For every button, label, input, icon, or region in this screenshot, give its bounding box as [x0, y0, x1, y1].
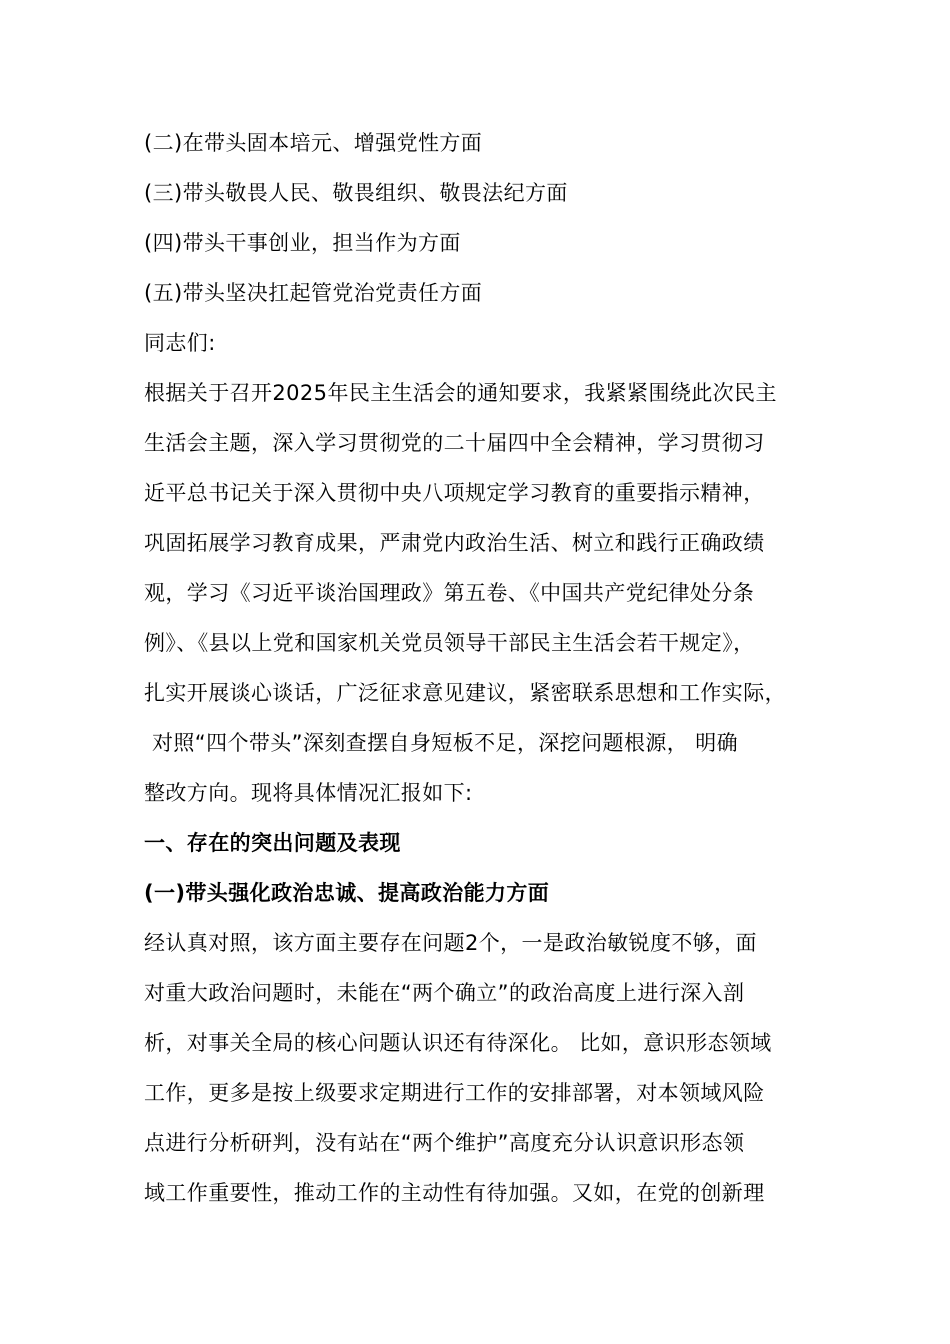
paragraph-line: 生活会主题，深入学习贯彻党的二十届四中全会精神，学习贯彻习	[144, 431, 765, 455]
paragraph-line: 整改方向。现将具体情况汇报如下:	[144, 781, 473, 805]
paragraph-line: 巩固拓展学习教育成果，严肃党内政治生活、树立和践行正确政绩	[144, 531, 765, 555]
salutation: 同志们:	[144, 331, 216, 355]
document-line: (五)带头坚决扛起管党治党责任方面	[144, 281, 483, 305]
paragraph-line: 根据关于召开2025年民主生活会的通知要求，我紧紧围绕此次民主	[144, 381, 777, 405]
paragraph-line: 观，学习《习近平谈治国理政》第五卷、《中国共产党纪律处分条	[144, 581, 755, 605]
subsection-heading: (一)带头强化政治忠诚、提高政治能力方面	[144, 881, 550, 905]
paragraph-line: 点进行分析研判，没有站在“两个维护”高度充分认识意识形态领	[144, 1131, 745, 1155]
paragraph-line: 经认真对照，该方面主要存在问题2个，一是政治敏锐度不够，面	[144, 931, 757, 955]
paragraph-line: 域工作重要性，推动工作的主动性有待加强。又如，在党的创新理	[144, 1181, 765, 1205]
paragraph-line: 对重大政治问题时，未能在“两个确立”的政治高度上进行深入剖	[144, 981, 745, 1005]
paragraph-line: 近平总书记关于深入贯彻中央八项规定学习教育的重要指示精神，	[144, 481, 765, 505]
paragraph-line: 工作，更多是按上级要求定期进行工作的安排部署，对本领域风险	[144, 1081, 765, 1105]
paragraph-line: 例》、《县以上党和国家机关党员领导干部民主生活会若干规定》，	[144, 631, 755, 655]
paragraph-line: 析，对事关全局的核心问题认识还有待深化。 比如，意识形态领域	[144, 1031, 772, 1055]
document-line: (二)在带头固本培元、增强党性方面	[144, 131, 483, 155]
paragraph-line: 扎实开展谈心谈话，广泛征求意见建议，紧密联系思想和工作实际，	[144, 681, 786, 705]
document-body	[144, 118, 824, 1218]
document-line: (三)带头敬畏人民、敬畏组织、敬畏法纪方面	[144, 181, 568, 205]
paragraph-line: 对照“四个带头”深刻查摆自身短板不足，深挖问题根源， 明确	[152, 731, 739, 755]
document-line: (四)带头干事创业，担当作为方面	[144, 231, 461, 255]
section-heading: 一、存在的突出问题及表现	[144, 831, 401, 855]
